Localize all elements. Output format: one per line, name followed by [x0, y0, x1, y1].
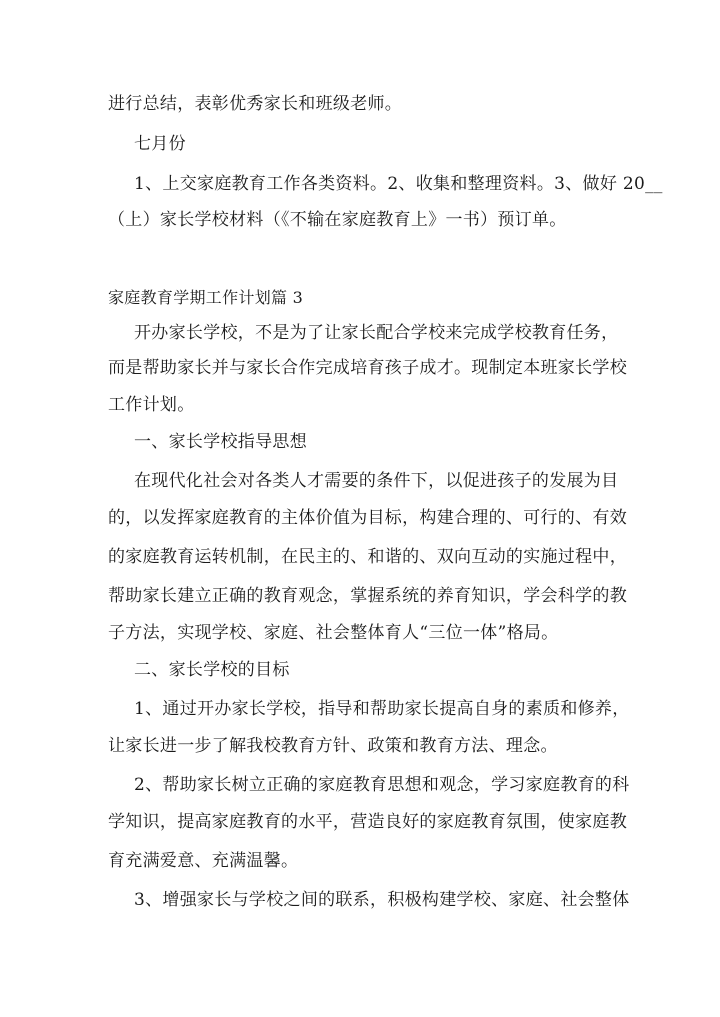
- text-line: 的家庭教育运转机制，在民主的、和谐的、双向互动的实施过程中，: [108, 547, 627, 567]
- text-line: 而是帮助家长并与家长合作完成培育孩子成才。现制定本班家长学校: [108, 358, 627, 378]
- text-line: 的，以发挥家庭教育的主体价值为目标，构建合理的、可行的、有效: [108, 508, 627, 528]
- text-line: 1、上交家庭教育工作各类资料。2、收集和整理资料。3、做好 20__: [134, 174, 663, 194]
- text-line: 进行总结，表彰优秀家长和班级老师。: [108, 94, 403, 114]
- text-line: 在现代化社会对各类人才需要的条件下，以促进孩子的发展为目: [134, 471, 619, 491]
- text-line: 育充满爱意、充满温馨。: [108, 851, 299, 871]
- subheading: 一、家长学校指导思想: [134, 432, 307, 452]
- text-line: 工作计划。: [108, 395, 195, 415]
- text-line: 开办家长学校，不是为了让家长配合学校来完成学校教育任务，: [134, 323, 619, 343]
- text-line: 2、帮助家长树立正确的家庭教育思想和观念，学习家庭教育的科: [134, 775, 630, 795]
- text-line: （上）家长学校材料（《不输在家庭教育上》一书）预订单。: [108, 210, 567, 230]
- month-heading: 七月份: [134, 134, 186, 154]
- text-line: 让家长进一步了解我校教育方针、政策和教育方法、理念。: [108, 736, 558, 756]
- text-line: 学知识，提高家庭教育的水平，营造良好的家庭教育氛围，使家庭教: [108, 812, 627, 832]
- text-line: 1、通过开办家长学校，指导和帮助家长提高自身的素质和修养，: [134, 699, 630, 719]
- text-line: 帮助家长建立正确的教育观念，掌握系统的养育知识，学会科学的教: [108, 586, 627, 606]
- subheading: 二、家长学校的目标: [134, 660, 290, 680]
- text-line: 子方法，实现学校、家庭、社会整体育人“三位一体”格局。: [108, 623, 559, 643]
- section-title: 家庭教育学期工作计划篇 3: [108, 288, 304, 307]
- text-line: 3、增强家长与学校之间的联系，积极构建学校、家庭、社会整体: [134, 890, 630, 910]
